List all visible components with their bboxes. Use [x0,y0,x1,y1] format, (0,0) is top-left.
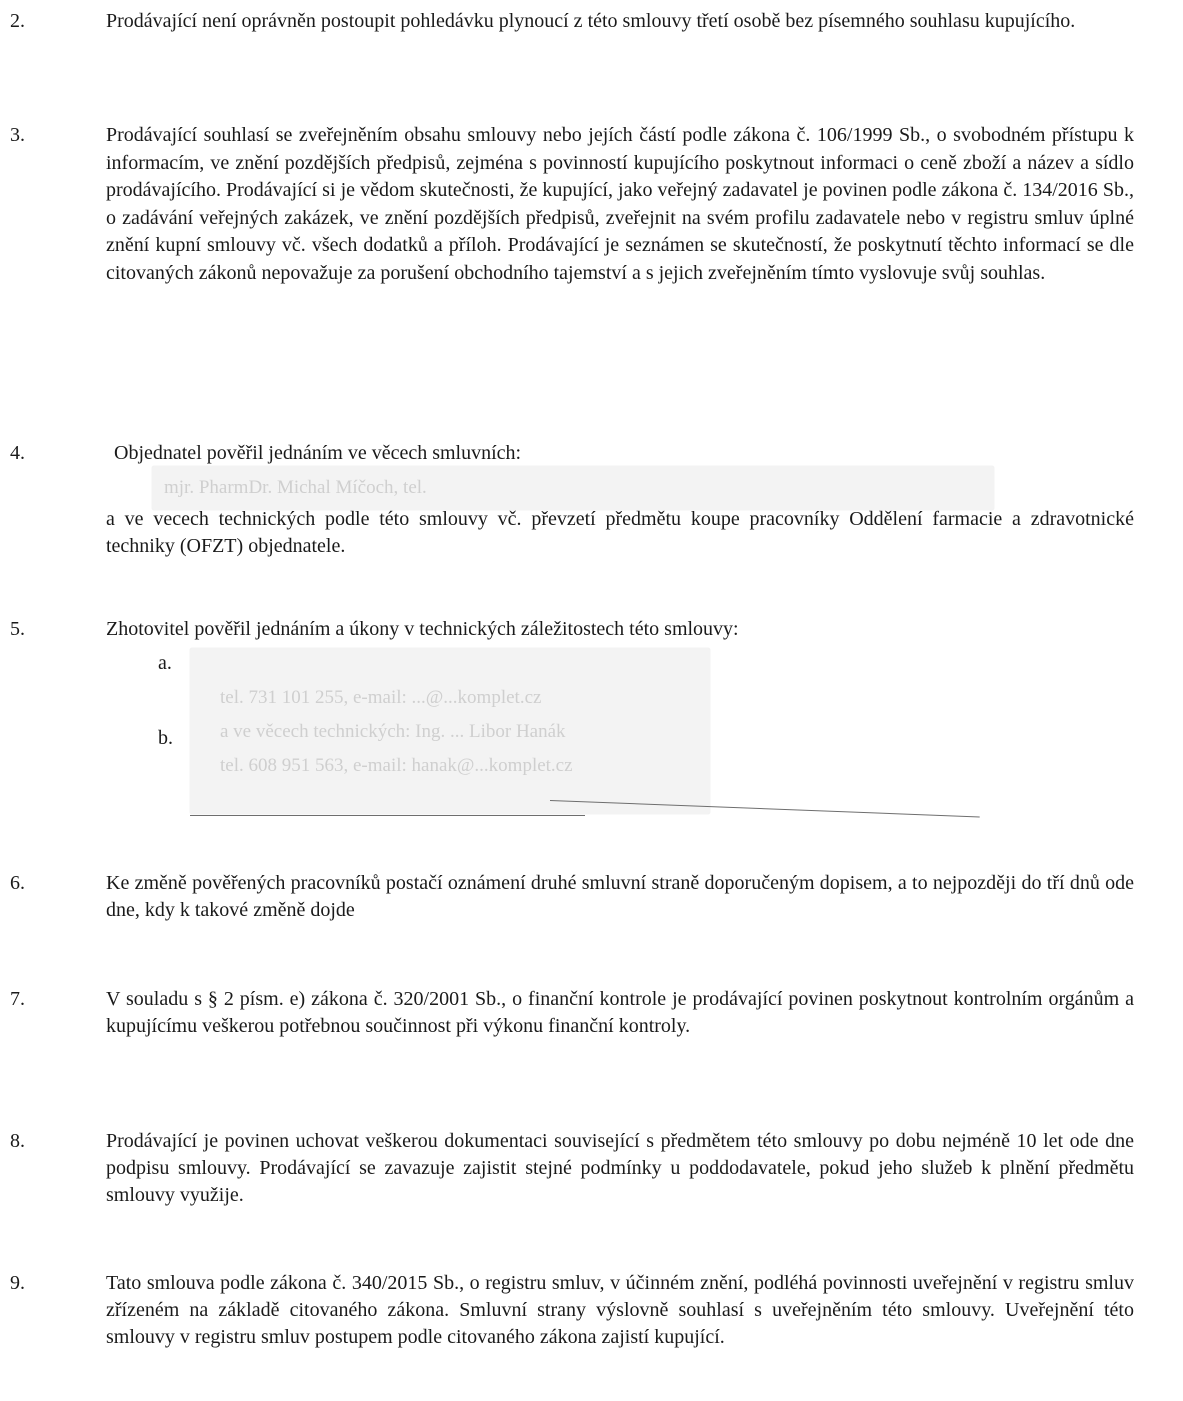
sub-item-a: a. [158,652,172,674]
clause-text: Objednatel pověřil jednáním ve věcech smluvních: [114,442,522,464]
clause-number: 5. [10,618,25,640]
redacted-contact [152,466,994,510]
clause-number: 7. [10,988,25,1010]
redacted-contact-block [190,648,710,814]
redacted-text: tel. 731 101 255, e-mail: ...@...komplet.cz [220,687,542,708]
clause-text: a ve vecech technických podle této smlouvy vč. převzetí předmětu koupe pracovníky Oddělení farmacie a zdravotnické techniky (OFZT) objednatele. [106,508,1134,557]
redacted-text: tel. 608 951 563, e-mail: hanak@...komplet.cz [220,755,573,776]
clause-text: V souladu s § 2 písm. e) zákona č. 320/2001 Sb., o finanční kontrole je prodávající povinen poskytnout kontrolním orgánům a kupujícímu veškerou potřebnou součinnost při výkonu finanční kontroly. [106,988,1134,1037]
clause-text: Ke změně pověřených pracovníků postačí oznámení druhé smluvní straně doporučeným dopisem, a to nejpozději do tří dnů ode dne, kdy k takové změně dojde [106,872,1134,921]
clause-number: 9. [10,1272,25,1294]
clause-number: 3. [10,124,25,146]
clause-number: 6. [10,872,25,894]
clause-number: 2. [10,10,25,32]
clause-text: Prodávající je povinen uchovat veškerou dokumentaci související s předmětem této smlouvy po dobu nejméně 10 let ode dne podpisu smlouvy. Prodávající se zavazuje zajistit stejné podmínky u poddodavatele, pokud jeho služeb k plnění předmětu smlouvy využije. [106,1130,1134,1206]
clause-number: 8. [10,1130,25,1152]
clause-number: 4. [10,442,25,464]
redacted-text: mjr. PharmDr. Michal Míčoch, tel. [164,477,427,498]
clause-text: Zhotovitel pověřil jednáním a úkony v technických záležitostech této smlouvy: [106,618,739,640]
clause-text: Tato smlouva podle zákona č. 340/2015 Sb., o registru smluv, v účinném znění, podléhá povinnosti uveřejnění v registru smluv zřízeném na základě citovaného zákona. Smluvní strany výslovně souhlasí s uveřejněním této smlouvy. Uveřejnění této smlouvy v registru smluv postupem podle citovaného zákona zajistí kupující. [106,1272,1134,1348]
sub-item-b: b. [158,727,173,749]
redacted-text: a ve věcech technických: Ing. ... Libor Hanák [220,721,566,742]
clause-text: Prodávající souhlasí se zveřejněním obsahu smlouvy nebo jejích částí podle zákona č. 106/1999 Sb., o svobodném přístupu k informacím, ve znění pozdějších předpisů, zejména s povinností kupujícího poskytnout informaci o ceně zboží a název a sídlo prodávajícího. Prodávající si je vědom skutečnosti, že kupující, jako veřejný zadavatel je povinen podle zákona č. 134/2016 Sb., o zadávání veřejných zakázek, ve znění pozdějších předpisů, zveřejnit na svém profilu zadavatele nebo v registru smluv úplné znění kupní smlouvy vč. všech dodatků a příloh. Prodávající je seznámen se skutečností, že poskytnutí těchto informací se dle citovaných zákonů nepovažuje za porušení obchodního tajemství a s jejich zveřejněním tímto vyslovuje svůj souhlas. [106,124,1134,284]
clause-text: Prodávající není oprávněn postoupit pohledávku plynoucí z této smlouvy třetí osobě bez písemného souhlasu kupujícího. [106,10,1076,32]
redaction-edge-line [190,815,585,816]
